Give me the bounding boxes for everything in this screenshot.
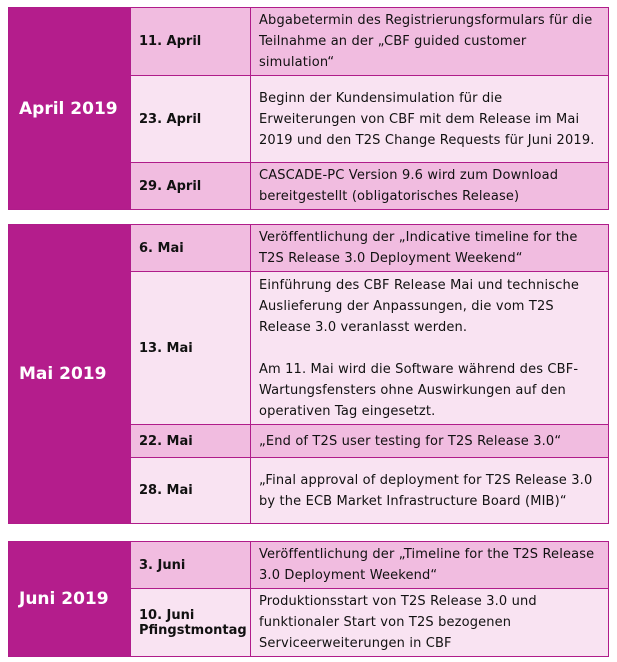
description-cell: Beginn der Kundensimulation für die Erweiterungen von CBF mit dem Release im Mai 2019 und den T2S Change Requests für Juni 2019. <box>251 76 609 163</box>
description-paragraph: Am 11. Mai wird die Software während des CBF-Wartungsfensters ohne Auswirkungen auf den operativen Tag eingesetzt. <box>259 361 579 419</box>
date-cell: 11. April <box>131 8 251 76</box>
table-row <box>9 542 609 589</box>
date-cell: 29. April <box>131 163 251 210</box>
juni-table <box>8 541 609 657</box>
description-cell: Veröffentlichung der „Indicative timeline for the T2S Release 3.0 Deployment Weekend“ <box>251 225 609 272</box>
date-label: 10. Juni <box>139 607 195 623</box>
date-sublabel: Pfingstmontag <box>139 622 247 638</box>
month-label: April 2019 <box>9 8 131 210</box>
date-cell <box>131 589 251 657</box>
date-cell: 28. Mai <box>131 458 251 524</box>
table-row <box>9 8 609 76</box>
table-row <box>9 225 609 272</box>
description-cell: Abgabetermin des Registrierungsformulars für die Teilnahme an der „CBF guided customer simulation“ <box>251 8 609 76</box>
date-cell: 22. Mai <box>131 425 251 458</box>
description-paragraph: Einführung des CBF Release Mai und technische Auslieferung der Anpassungen, die vom T2S Release 3.0 veranlasst werden. <box>259 277 580 335</box>
month-label: Juni 2019 <box>9 542 131 657</box>
date-cell: 6. Mai <box>131 225 251 272</box>
date-cell: 13. Mai <box>131 272 251 425</box>
description-cell: CASCADE-PC Version 9.6 wird zum Download bereitgestellt (obligatorisches Release) <box>251 163 609 210</box>
description-cell: Produktionsstart von T2S Release 3.0 und funktionaler Start von T2S bezogenen Serviceerweiterungen in CBF <box>251 589 609 657</box>
date-cell: 23. April <box>131 76 251 163</box>
mai-table <box>8 224 609 524</box>
description-cell: „Final approval of deployment for T2S Release 3.0 by the ECB Market Infrastructure Board (MIB)“ <box>251 458 609 524</box>
juni-section <box>8 541 609 657</box>
description-cell: „End of T2S user testing for T2S Release 3.0“ <box>251 425 609 458</box>
april-table <box>8 7 609 210</box>
mai-section <box>8 224 609 524</box>
date-cell: 3. Juni <box>131 542 251 589</box>
april-section <box>8 7 609 210</box>
description-cell <box>251 272 609 425</box>
description-cell: Veröffentlichung der „Timeline for the T2S Release 3.0 Deployment Weekend“ <box>251 542 609 589</box>
month-label: Mai 2019 <box>9 225 131 524</box>
